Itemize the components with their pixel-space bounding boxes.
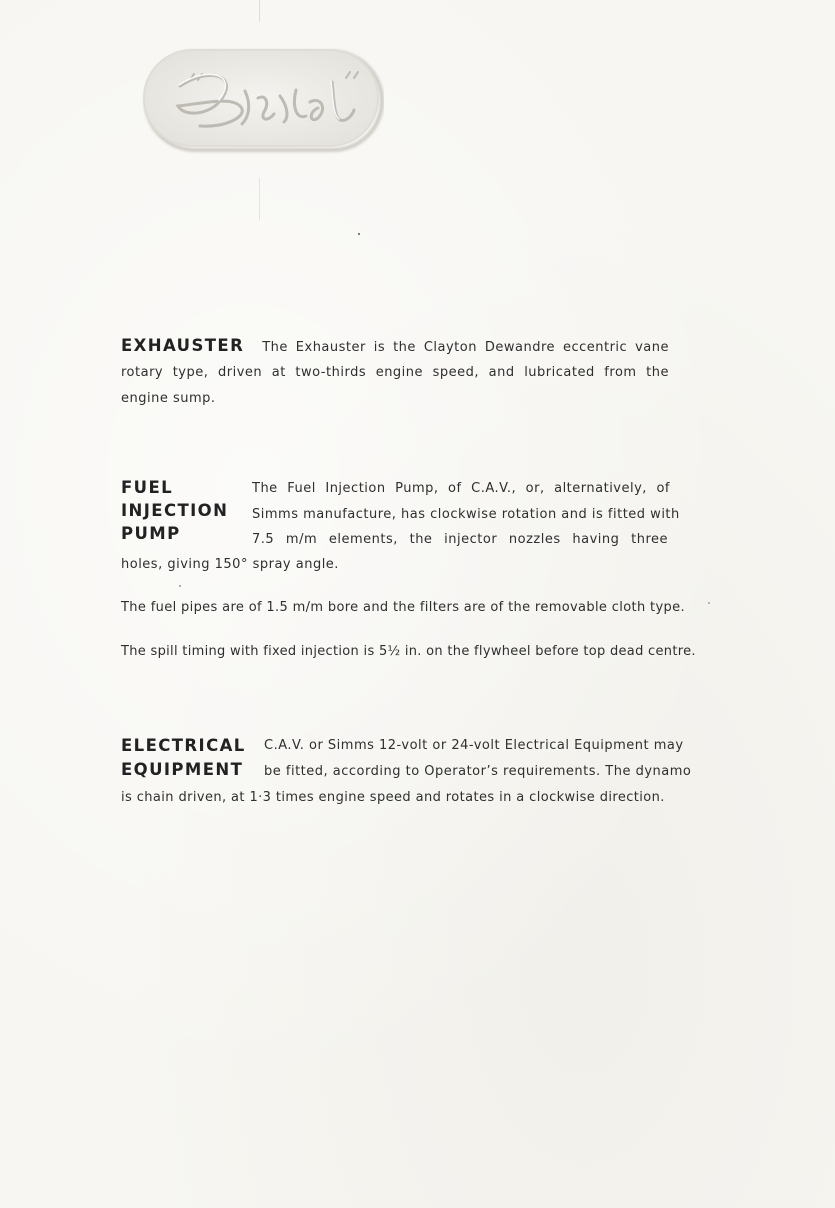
electrical-line-3: is chain driven, at 1·3 times engine speed and rotates in a clockwise direction.	[121, 790, 665, 805]
fuel-heading-1: FUEL	[121, 478, 174, 497]
fuel-line-1: The Fuel Injection Pump, of C.A.V., or, alternatively, of	[252, 481, 670, 496]
electrical-heading-1: ELECTRICAL	[121, 736, 246, 755]
fuel-line-4: holes, giving 150° spray angle.	[121, 557, 339, 572]
bristol-logo	[140, 46, 384, 156]
fuel-line-3: 7.5 m/m elements, the injector nozzles having three	[252, 532, 668, 547]
electrical-line-1: C.A.V. or Simms 12-volt or 24-volt Electrical Equipment may	[264, 738, 684, 753]
electrical-section	[121, 736, 692, 816]
exhauster-line-2: rotary type, driven at two-thirds engine speed, and lubricated from the	[121, 365, 669, 380]
exhauster-line-1: The Exhauster is the Clayton Dewandre eccentric vane	[262, 340, 669, 355]
paper-speck	[358, 233, 360, 235]
spill-timing-paragraph: The spill timing with fixed injection is 5½ in. on the flywheel before top dead centre.	[121, 644, 696, 659]
fuel-heading-3: PUMP	[121, 524, 181, 543]
exhauster-line-3: engine sump.	[121, 391, 216, 406]
fuel-line-2: Simms manufacture, has clockwise rotation and is fitted with	[252, 507, 680, 522]
fold-mark-top	[259, 0, 260, 22]
electrical-line-2: be fitted, according to Operator’s requirements. The dynamo	[264, 764, 692, 779]
fold-mark-middle	[259, 178, 260, 220]
exhauster-section	[121, 336, 669, 416]
fuel-injection-section	[121, 478, 696, 668]
fuel-pipes-paragraph: The fuel pipes are of 1.5 m/m bore and the filters are of the removable cloth type.	[121, 600, 685, 615]
paper-speck	[708, 602, 710, 604]
exhauster-heading: EXHAUSTER	[121, 336, 245, 355]
electrical-heading-2: EQUIPMENT	[121, 760, 244, 779]
fuel-heading-2: INJECTION	[121, 501, 229, 520]
